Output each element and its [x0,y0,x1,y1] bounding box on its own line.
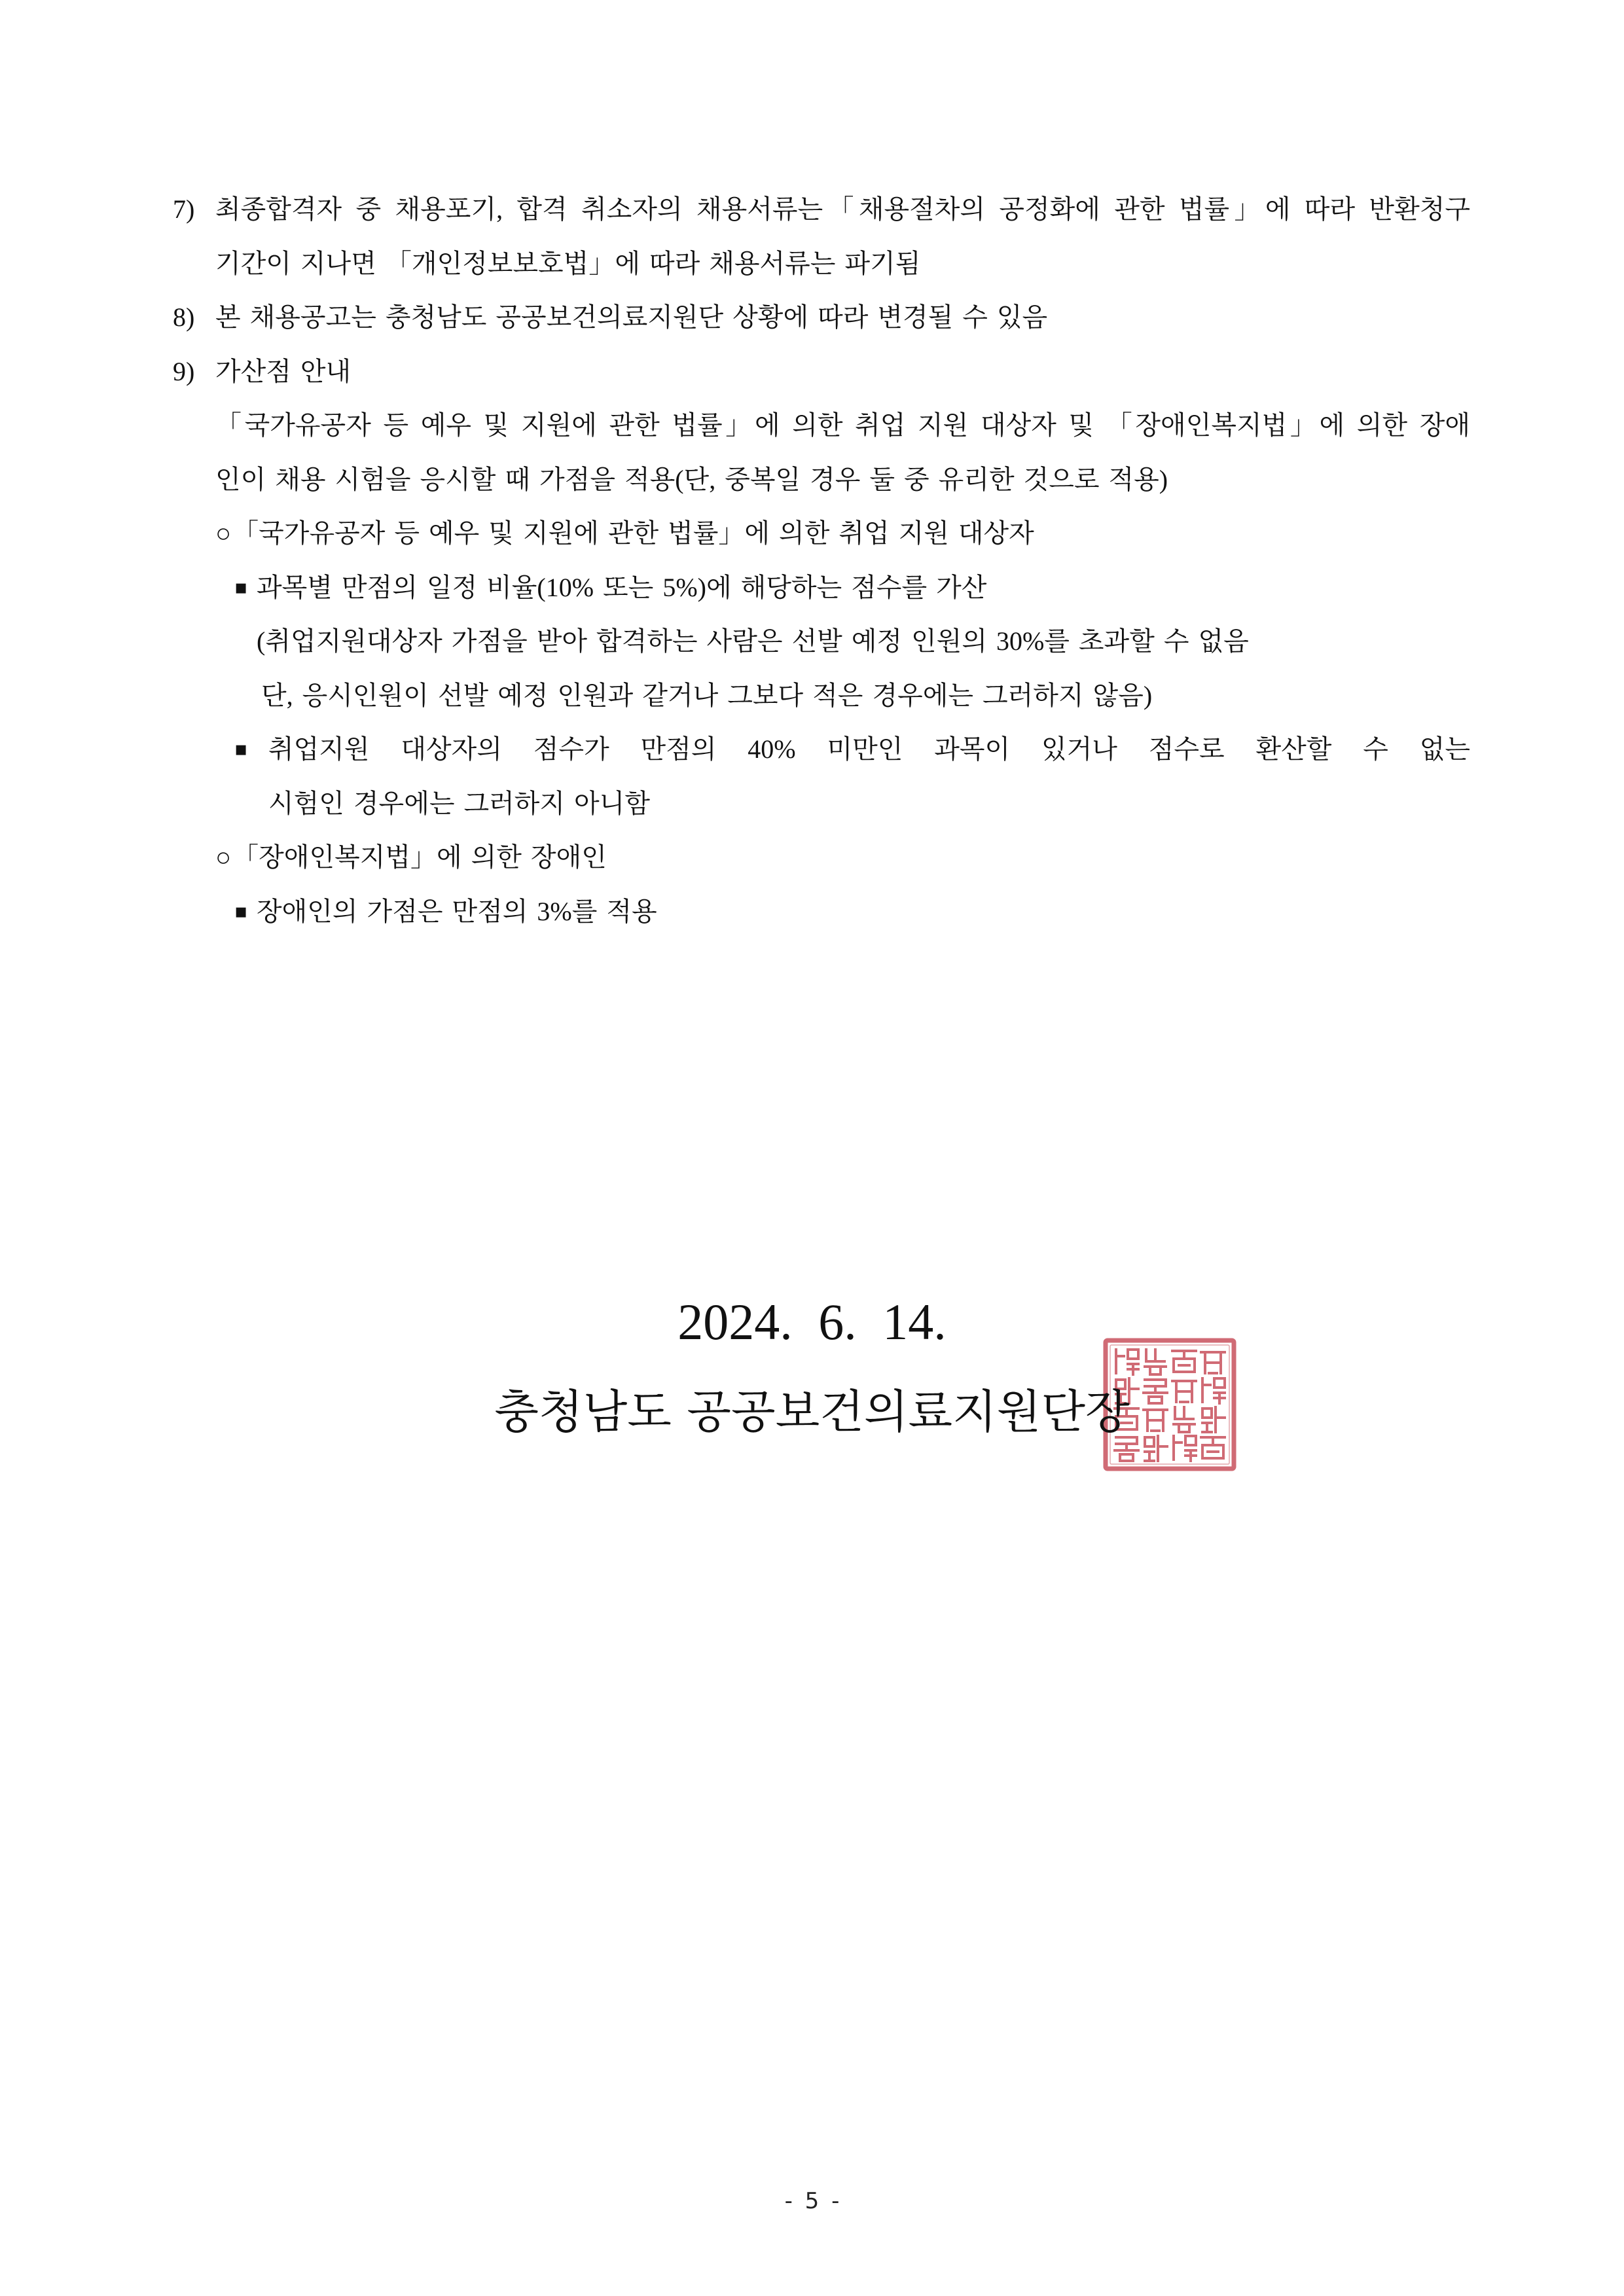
item-7-line-1 [173,183,1470,237]
group-2-heading: 「장애인복지법」에 의한 장애인 [232,842,607,872]
group-2-bullet-1-line-1 [173,885,1470,939]
item-7-label: 7) [173,194,195,224]
group-1-bullet-1-text-1: 과목별 만점의 일정 비율(10% 또는 5%)에 해당하는 점수를 가산 [257,572,987,602]
item-7-line-2: 기간이 지나면 「개인정보보호법」에 따라 채용서류는 파기됨 [215,248,921,278]
item-8-label: 8) [173,302,195,332]
group-1-heading: 「국가유공자 등 예우 및 지원에 관한 법률」에 의한 취업 지원 대상자 [232,518,1034,548]
bullet-square-icon: ▪ [234,575,248,599]
group-1-bullet-1-line-3: 단, 응시인원이 선발 예정 인원과 같거나 그보다 적은 경우에는 그러하지 않음) [261,680,1153,710]
item-9-intro-line-1 [173,399,1470,453]
group-1-bullet-2-text-1: 취업지원 대상자의 점수가 만점의 40% 미만인 과목이 있거나 점수로 환산할 수 없는 [268,734,1470,764]
group-1-bullet-1-line-1 [173,561,1470,615]
group-1-bullet-1-line-2: (취업지원대상자 가점을 받아 합격하는 사람은 선발 예정 인원의 30%를 초과할 수 없음 [257,626,1249,656]
group-1-bullet-2-line-1 [173,723,1470,777]
group-1-bullet-2-line-2: 시험인 경우에는 그러하지 아니함 [268,788,650,818]
issuer-title: 충청남도 공공보건의료지원단장 [494,1388,1130,1438]
group-1-heading-line [173,507,1470,561]
bullet-square-icon: ▪ [234,738,248,761]
item-8-text-1: 본 채용공고는 충청남도 공공보건의료지원단 상황에 따라 변경될 수 있음 [215,302,1048,332]
group-2-circle-marker: ○ [215,842,232,872]
item-9-title: 가산점 안내 [215,356,352,386]
item-8-line-1 [173,291,1470,345]
item-9-intro-line-2: 인이 채용 시험을 응시할 때 가점을 적용(단, 중복일 경우 둘 중 유리한 것으로 적용) [215,464,1168,494]
group-2-bullet-1-text-1: 장애인의 가점은 만점의 3%를 적용 [257,896,657,926]
page-number: - 5 - [784,2188,840,2214]
item-9-label: 9) [173,356,195,386]
item-9-title-line [173,345,1470,399]
group-2-heading-line [173,831,1470,885]
notice-body [173,183,1470,939]
item-7-text-1: 최종합격자 중 채용포기, 합격 취소자의 채용서류는「채용절차의 공정화에 관한 법률」에 따라 반환청구 [215,194,1470,224]
item-9-intro-text-1: 「국가유공자 등 예우 및 지원에 관한 법률」에 의한 취업 지원 대상자 및 「장애인복지법」에 의한 장애 [215,410,1470,440]
announcement-date: 2024. 6. 14. [677,1293,947,1350]
bullet-square-icon: ▪ [234,899,248,923]
group-1-circle-marker: ○ [215,518,232,548]
